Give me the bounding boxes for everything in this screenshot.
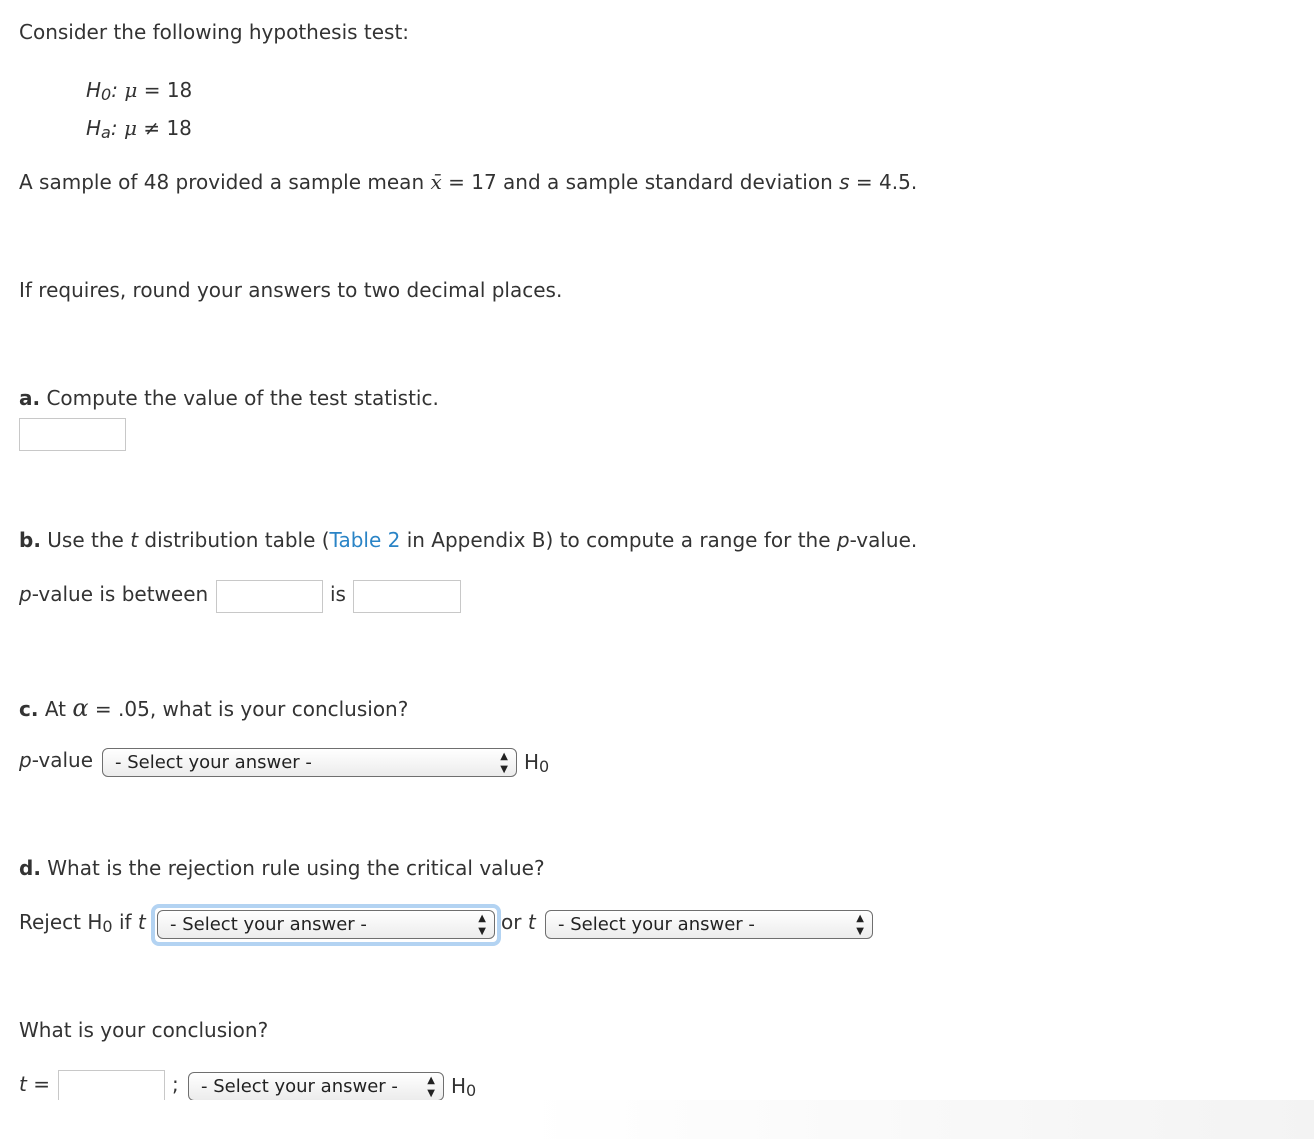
t-equals-label: t = xyxy=(19,1072,50,1096)
alpha-symbol: α xyxy=(72,694,89,722)
null-hypothesis: H0: μ = 18 xyxy=(86,78,193,104)
bottom-shadow xyxy=(0,1100,1314,1139)
h0-label: H0 xyxy=(451,1074,477,1100)
h0-label: H0 xyxy=(524,750,550,776)
range-separator: is xyxy=(330,582,346,606)
p-value-label: p-value xyxy=(19,748,94,772)
select-arrows-icon: ▲ ▼ xyxy=(856,912,864,937)
rejection-rule-select-2[interactable]: - Select your answer - ▲ ▼ xyxy=(545,910,873,939)
part-a-question: a. Compute the value of the test statistic. xyxy=(19,386,439,410)
t-value-input[interactable] xyxy=(58,1070,165,1103)
p-value-comparison-select[interactable]: - Select your answer - ▲ ▼ xyxy=(102,748,517,777)
sample-statement: A sample of 48 provided a sample mean x̄ = 17 and a sample standard deviation s = 4.5. xyxy=(19,170,918,194)
rounding-note: If requires, round your answers to two decimal places. xyxy=(19,278,563,302)
select-arrows-icon: ▲ ▼ xyxy=(427,1074,435,1099)
table-2-link[interactable]: Table 2 xyxy=(329,528,401,552)
xbar-symbol: x̄ xyxy=(430,170,442,194)
part-c-question: c. At α = .05, what is your conclusion? xyxy=(19,694,409,722)
or-label: or t xyxy=(501,910,536,934)
mu-symbol: μ xyxy=(124,78,138,102)
intro-text: Consider the following hypothesis test: xyxy=(19,20,410,44)
semicolon: ; xyxy=(172,1072,179,1096)
alternative-hypothesis: Ha: μ ≠ 18 xyxy=(86,116,192,142)
part-b-question: b. Use the t distribution table (Table 2 in Appendix B) to compute a range for the p-value. xyxy=(19,528,918,552)
conclusion-question: What is your conclusion? xyxy=(19,1018,269,1042)
select-arrows-icon: ▲ ▼ xyxy=(500,750,508,775)
rejection-rule-select-1[interactable]: - Select your answer - ▲ ▼ xyxy=(157,910,495,939)
p-value-lower-input[interactable] xyxy=(216,580,323,613)
test-statistic-input[interactable] xyxy=(19,418,126,451)
part-d-question: d. What is the rejection rule using the critical value? xyxy=(19,856,545,880)
select-arrows-icon: ▲ ▼ xyxy=(478,912,486,937)
conclusion-select[interactable]: - Select your answer - ▲ ▼ xyxy=(188,1072,444,1101)
p-value-upper-input[interactable] xyxy=(353,580,461,613)
p-value-range-label: p-value is between xyxy=(19,582,209,606)
reject-rule-label: Reject H0 if t xyxy=(19,910,146,936)
mu-symbol: μ xyxy=(123,116,137,140)
